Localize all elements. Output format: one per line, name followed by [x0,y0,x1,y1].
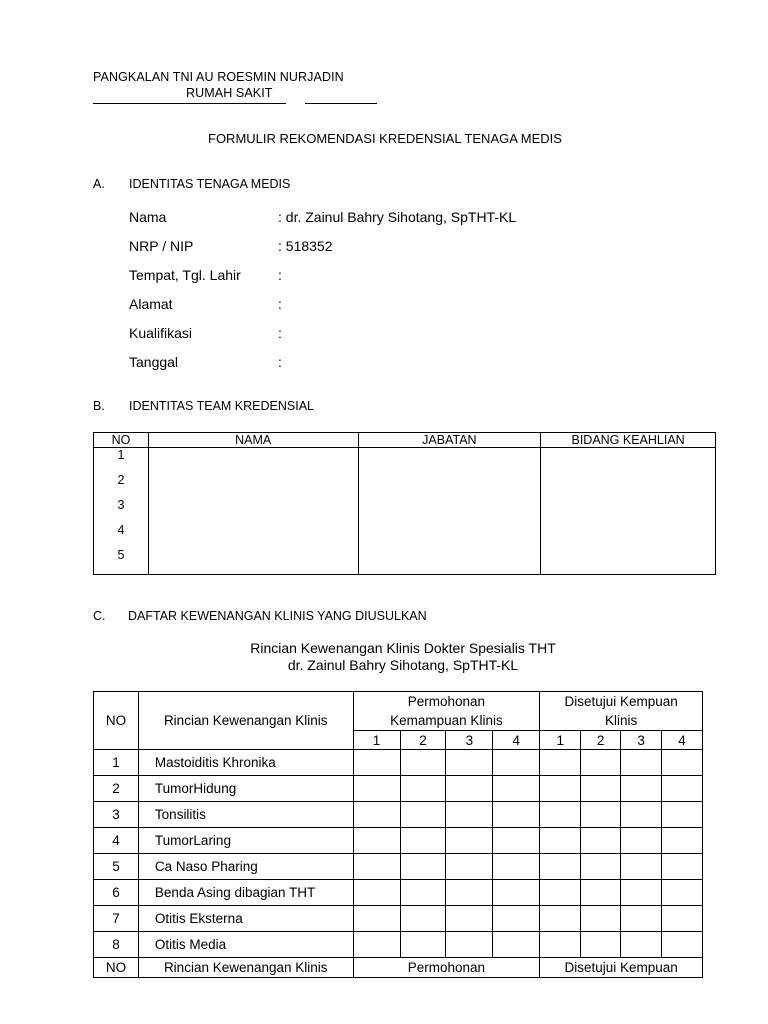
kewenangan-row-item: Mastoiditis Khronika [138,750,353,776]
kewenangan-col-permohonan [353,692,540,731]
kewenangan-row [94,750,703,776]
team-table-header [94,433,716,448]
disetujui-check-cell[interactable] [540,750,581,776]
permohonan-line-1: Permohonan [407,694,486,709]
section-c-subtitle-1: Rincian Kewenangan Klinis Dokter Spesialis THT [250,640,556,656]
permohonan-check-cell[interactable] [493,932,540,958]
permohonan-check-cell[interactable] [353,802,400,828]
team-cell-nama[interactable] [148,448,358,575]
disetujui-check-cell[interactable] [581,828,621,854]
disetujui-check-cell[interactable] [621,750,662,776]
disetujui-level: 2 [581,731,621,750]
disetujui-check-cell[interactable] [540,776,581,802]
disetujui-check-cell[interactable] [540,932,581,958]
permohonan-check-cell[interactable] [446,802,493,828]
permohonan-check-cell[interactable] [493,802,540,828]
team-cell-jabatan[interactable] [358,448,541,575]
team-col-bidang: BIDANG KEAHLIAN [541,433,716,448]
disetujui-check-cell[interactable] [621,880,662,906]
permohonan-check-cell[interactable] [400,906,446,932]
section-b-letter: B. [93,399,105,413]
disetujui-check-cell[interactable] [540,906,581,932]
kewenangan-row [94,880,703,906]
kewenangan-col-no: NO [94,692,139,750]
disetujui-check-cell[interactable] [581,932,621,958]
permohonan-check-cell[interactable] [353,750,400,776]
kewenangan-row-item: TumorHidung [138,776,353,802]
kewenangan-col-disetujui [540,692,703,731]
kewenangan-row-item: Tonsilitis [138,802,353,828]
permohonan-check-cell[interactable] [400,776,446,802]
repeat-col-permohonan: Permohonan [353,958,540,978]
section-c-letter: C. [93,609,106,623]
field-label-alamat: Alamat [129,296,173,312]
kewenangan-row-item: TumorLaring [138,828,353,854]
disetujui-check-cell[interactable] [662,776,703,802]
disetujui-check-cell[interactable] [621,828,662,854]
disetujui-check-cell[interactable] [581,750,621,776]
repeat-col-disetujui: Disetujui Kempuan [540,958,703,978]
kewenangan-table [93,691,703,978]
kewenangan-row [94,906,703,932]
disetujui-check-cell[interactable] [662,932,703,958]
disetujui-check-cell[interactable] [540,828,581,854]
field-value-kualifikasi: : [278,325,282,341]
disetujui-check-cell[interactable] [662,880,703,906]
permohonan-level: 1 [353,731,400,750]
permohonan-check-cell[interactable] [493,750,540,776]
field-label-ttl: Tempat, Tgl. Lahir [129,267,241,283]
kewenangan-row-no: 2 [94,776,139,802]
disetujui-level: 1 [540,731,581,750]
disetujui-check-cell[interactable] [621,932,662,958]
section-a-title: IDENTITAS TENAGA MEDIS [129,177,291,191]
kewenangan-row [94,854,703,880]
org-name: PANGKALAN TNI AU ROESMIN NURJADIN [93,70,344,84]
disetujui-check-cell[interactable] [540,880,581,906]
section-b-title: IDENTITAS TEAM KREDENSIAL [129,399,314,413]
disetujui-check-cell[interactable] [581,880,621,906]
kewenangan-row-no: 5 [94,854,139,880]
permohonan-check-cell[interactable] [353,906,400,932]
permohonan-check-cell[interactable] [353,854,400,880]
header-underline-right [305,103,377,104]
permohonan-check-cell[interactable] [446,906,493,932]
permohonan-check-cell[interactable] [446,828,493,854]
kewenangan-row-no: 6 [94,880,139,906]
field-label-kualifikasi: Kualifikasi [129,325,193,341]
team-row-no: 4 [117,523,125,537]
permohonan-check-cell[interactable] [493,776,540,802]
kewenangan-row [94,828,703,854]
permohonan-check-cell[interactable] [400,854,446,880]
team-cell-bidang[interactable] [541,448,716,575]
kewenangan-col-rincian: Rincian Kewenangan Klinis [138,692,353,750]
kewenangan-row-item: Benda Asing dibagian THT [138,880,353,906]
kewenangan-row [94,932,703,958]
kewenangan-row-no: 4 [94,828,139,854]
team-col-jabatan: JABATAN [358,433,541,448]
kewenangan-row-no: 1 [94,750,139,776]
kewenangan-row-item: Otitis Eksterna [138,906,353,932]
permohonan-level: 3 [446,731,493,750]
team-row-no: 2 [117,473,125,487]
form-title: FORMULIR REKOMENDASI KREDENSIAL TENAGA MEDIS [208,131,562,146]
disetujui-level: 4 [662,731,703,750]
repeat-col-rincian: Rincian Kewenangan Klinis [138,958,353,978]
field-value-nama: : dr. Zainul Bahry Sihotang, SpTHT-KL [278,209,517,225]
section-c-subtitle-2: dr. Zainul Bahry Sihotang, SpTHT-KL [287,657,519,673]
team-col-nama: NAMA [148,433,358,448]
team-row-no: 5 [117,548,125,562]
disetujui-check-cell[interactable] [662,906,703,932]
disetujui-check-cell[interactable] [581,776,621,802]
permohonan-check-cell[interactable] [400,828,446,854]
section-a-letter: A. [93,177,105,191]
repeat-col-no: NO [94,958,139,978]
permohonan-check-cell[interactable] [446,750,493,776]
field-label-nrp: NRP / NIP [129,238,194,254]
permohonan-check-cell[interactable] [446,854,493,880]
permohonan-check-cell[interactable] [493,828,540,854]
kewenangan-row-item: Otitis Media [138,932,353,958]
disetujui-line-1: Disetujui Kempuan [564,694,678,709]
header-underline-left [93,103,286,104]
field-value-nrp: : 518352 [278,238,333,254]
unit-name: RUMAH SAKIT [186,86,273,100]
kewenangan-row [94,802,703,828]
permohonan-line-2: Kemampuan Klinis [390,713,503,728]
disetujui-check-cell[interactable] [662,802,703,828]
team-col-no: NO [94,433,149,448]
field-value-ttl: : [278,267,282,283]
field-value-tanggal: : [278,354,282,370]
permohonan-check-cell[interactable] [446,776,493,802]
disetujui-check-cell[interactable] [621,802,662,828]
disetujui-check-cell[interactable] [662,854,703,880]
permohonan-check-cell[interactable] [493,880,540,906]
kewenangan-row [94,776,703,802]
kewenangan-header-row [94,692,703,731]
team-row-numbers [94,448,149,575]
team-table [93,432,716,575]
disetujui-check-cell[interactable] [621,906,662,932]
field-value-alamat: : [278,296,282,312]
disetujui-level: 3 [621,731,662,750]
permohonan-check-cell[interactable] [446,880,493,906]
field-label-tanggal: Tanggal [129,354,179,370]
kewenangan-row-item: Ca Naso Pharing [138,854,353,880]
permohonan-check-cell[interactable] [400,932,446,958]
team-row-no: 1 [117,448,125,462]
permohonan-check-cell[interactable] [353,776,400,802]
permohonan-check-cell[interactable] [400,750,446,776]
kewenangan-repeat-header [94,958,703,978]
permohonan-level: 4 [493,731,540,750]
permohonan-check-cell[interactable] [353,932,400,958]
permohonan-check-cell[interactable] [446,932,493,958]
disetujui-check-cell[interactable] [581,854,621,880]
kewenangan-body [94,750,703,958]
kewenangan-row-no: 8 [94,932,139,958]
kewenangan-row-no: 3 [94,802,139,828]
team-row-no: 3 [117,498,125,512]
permohonan-check-cell[interactable] [493,906,540,932]
team-table-body [94,448,716,575]
permohonan-check-cell[interactable] [353,828,400,854]
kewenangan-row-no: 7 [94,906,139,932]
disetujui-check-cell[interactable] [581,906,621,932]
permohonan-check-cell[interactable] [400,802,446,828]
section-c-title: DAFTAR KEWENANGAN KLINIS YANG DIUSULKAN [128,609,427,623]
field-label-nama: Nama [129,209,167,225]
permohonan-level: 2 [400,731,446,750]
disetujui-check-cell[interactable] [621,854,662,880]
permohonan-check-cell[interactable] [493,854,540,880]
disetujui-line-2: Klinis [605,713,638,728]
disetujui-check-cell[interactable] [621,776,662,802]
disetujui-check-cell[interactable] [540,802,581,828]
disetujui-check-cell[interactable] [540,854,581,880]
permohonan-check-cell[interactable] [400,880,446,906]
permohonan-check-cell[interactable] [353,880,400,906]
disetujui-check-cell[interactable] [662,828,703,854]
disetujui-check-cell[interactable] [662,750,703,776]
disetujui-check-cell[interactable] [581,802,621,828]
